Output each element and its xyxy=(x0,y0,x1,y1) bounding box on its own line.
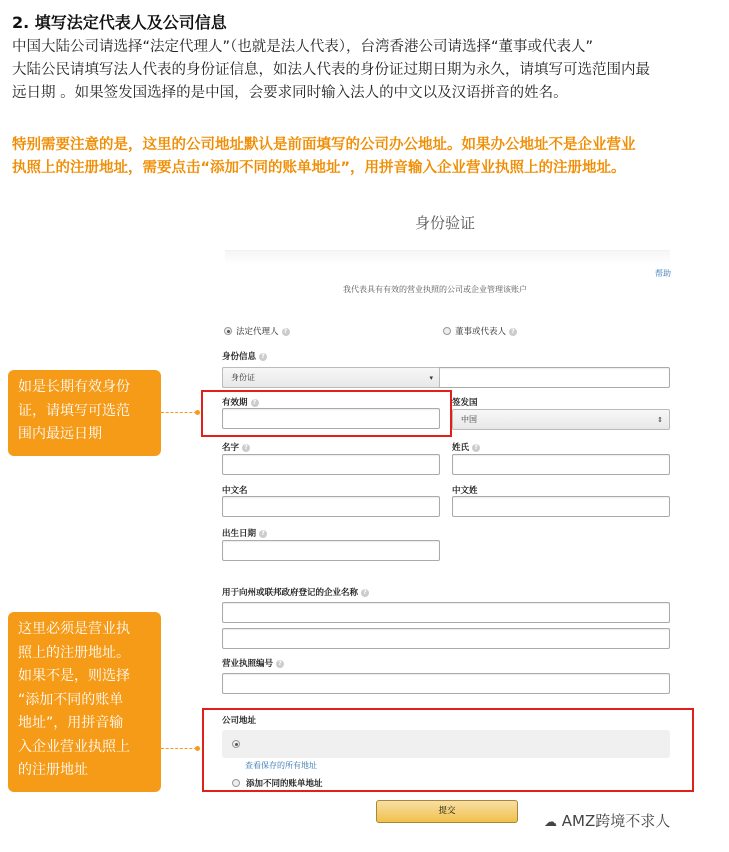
wechat-icon: ☁ xyxy=(544,815,557,830)
connector-dot xyxy=(195,746,200,751)
warning-line: 执照上的注册地址，需要点击“添加不同的账单地址”，用拼音输入企业营业执照上的注册地址。 xyxy=(12,160,626,176)
radio-director[interactable] xyxy=(443,327,451,335)
paragraph-line: 远日期 。如果签发国选择的是中国，会要求同时输入法人的中文以及汉语拼音的姓名。 xyxy=(12,85,568,101)
first-name-field[interactable] xyxy=(222,454,440,475)
view-addresses-link[interactable]: 查看保存的所有地址 xyxy=(245,761,317,770)
callout-note-expiry xyxy=(8,370,161,456)
note-line: “添加不同的账单 xyxy=(18,691,124,708)
note-line: 如果不是，则选择 xyxy=(18,668,130,684)
help-icon[interactable]: ? xyxy=(251,399,259,407)
warning-line: 特别需要注意的是，这里的公司地址默认是前面填写的公司办公地址。如果办公地址不是企业营业 xyxy=(12,137,636,153)
submit-button[interactable]: 提交 xyxy=(376,800,518,823)
cn-first-name-field[interactable] xyxy=(222,496,440,517)
last-name-field[interactable] xyxy=(452,454,670,475)
company-name-field-2[interactable] xyxy=(222,628,670,649)
note-line: 的注册地址 xyxy=(18,762,88,778)
paragraph-line: 中国大陆公司请选择“法定代理人”（也就是法人代表），台湾香港公司请选择“董事或代表人” xyxy=(12,39,594,55)
license-no-field[interactable] xyxy=(222,673,670,694)
id-info-label: 身份信息 ? xyxy=(222,350,267,362)
callout-note-address xyxy=(8,612,161,792)
company-name-label: 用于向州或联邦政府登记的企业名称 ? xyxy=(222,586,369,598)
help-icon[interactable]: ? xyxy=(282,328,290,336)
help-link[interactable]: 帮助 xyxy=(655,269,671,278)
radio-director-label: 董事或代表人 ? xyxy=(455,325,517,337)
note-line: 照上的注册地址。 xyxy=(18,644,130,661)
help-icon[interactable]: ? xyxy=(242,444,250,452)
form-title: 身份验证 xyxy=(414,214,475,232)
watermark-text: AMZ跨境不求人 xyxy=(561,812,671,830)
note-line: 证，请填写可选范 xyxy=(18,402,130,419)
help-icon[interactable]: ? xyxy=(259,530,267,538)
help-icon[interactable]: ? xyxy=(509,328,517,336)
add-billing-address-label: 添加不同的账单地址 xyxy=(246,779,323,789)
connector-line xyxy=(161,412,197,413)
paragraph-line: 大陆公民请填写法人代表的身份证信息，如法人代表的身份证过期日期为永久，请填写可选范围内最 xyxy=(12,62,650,78)
issuing-country-label: 签发国 xyxy=(452,398,478,408)
note-line: 这里必须是营业执 xyxy=(18,621,130,637)
note-line: 围内最远日期 xyxy=(18,426,102,442)
dob-label: 出生日期 ? xyxy=(222,527,267,539)
license-no-label: 营业执照编号 ? xyxy=(222,657,284,669)
chevron-updown-icon: ⇕ xyxy=(657,416,663,424)
help-icon[interactable]: ? xyxy=(472,444,480,452)
radio-legal-rep[interactable] xyxy=(224,327,232,335)
company-address-label: 公司地址 xyxy=(222,716,257,726)
note-line: 地址”，用拼音输 xyxy=(18,715,124,731)
connector-line xyxy=(161,748,197,749)
first-name-label: 名字 ? xyxy=(222,441,250,453)
dob-field[interactable] xyxy=(222,540,440,561)
issuing-country-select[interactable]: 中国 ⇕ xyxy=(452,409,670,430)
company-name-field[interactable] xyxy=(222,602,670,623)
note-line: 入企业营业执照上 xyxy=(18,738,130,755)
chevron-down-icon: ▾ xyxy=(429,374,433,382)
note-line: 如是长期有效身份 xyxy=(18,379,130,395)
form-subtitle: 我代表具有有效的营业执照的公司或企业管理该账户 xyxy=(343,285,527,294)
expiry-label: 有效期 ? xyxy=(222,396,259,408)
radio-legal-rep-label: 法定代理人 ? xyxy=(236,325,290,337)
section-heading: 2. 填写法定代表人及公司信息 xyxy=(12,13,227,32)
connector-dot xyxy=(195,410,200,415)
id-type-select[interactable]: 身份证 ▾ xyxy=(222,367,440,388)
cn-first-name-label: 中文名 xyxy=(222,486,248,496)
last-name-label: 姓氏 ? xyxy=(452,441,480,453)
watermark xyxy=(544,810,670,831)
highlight-box-expiry xyxy=(201,390,452,437)
help-icon[interactable]: ? xyxy=(259,353,267,361)
help-icon[interactable]: ? xyxy=(276,660,284,668)
highlight-box-address xyxy=(202,708,694,792)
divider xyxy=(225,250,670,265)
help-icon[interactable]: ? xyxy=(361,589,369,597)
cn-last-name-field[interactable] xyxy=(452,496,670,517)
cn-last-name-label: 中文姓 xyxy=(452,486,478,496)
